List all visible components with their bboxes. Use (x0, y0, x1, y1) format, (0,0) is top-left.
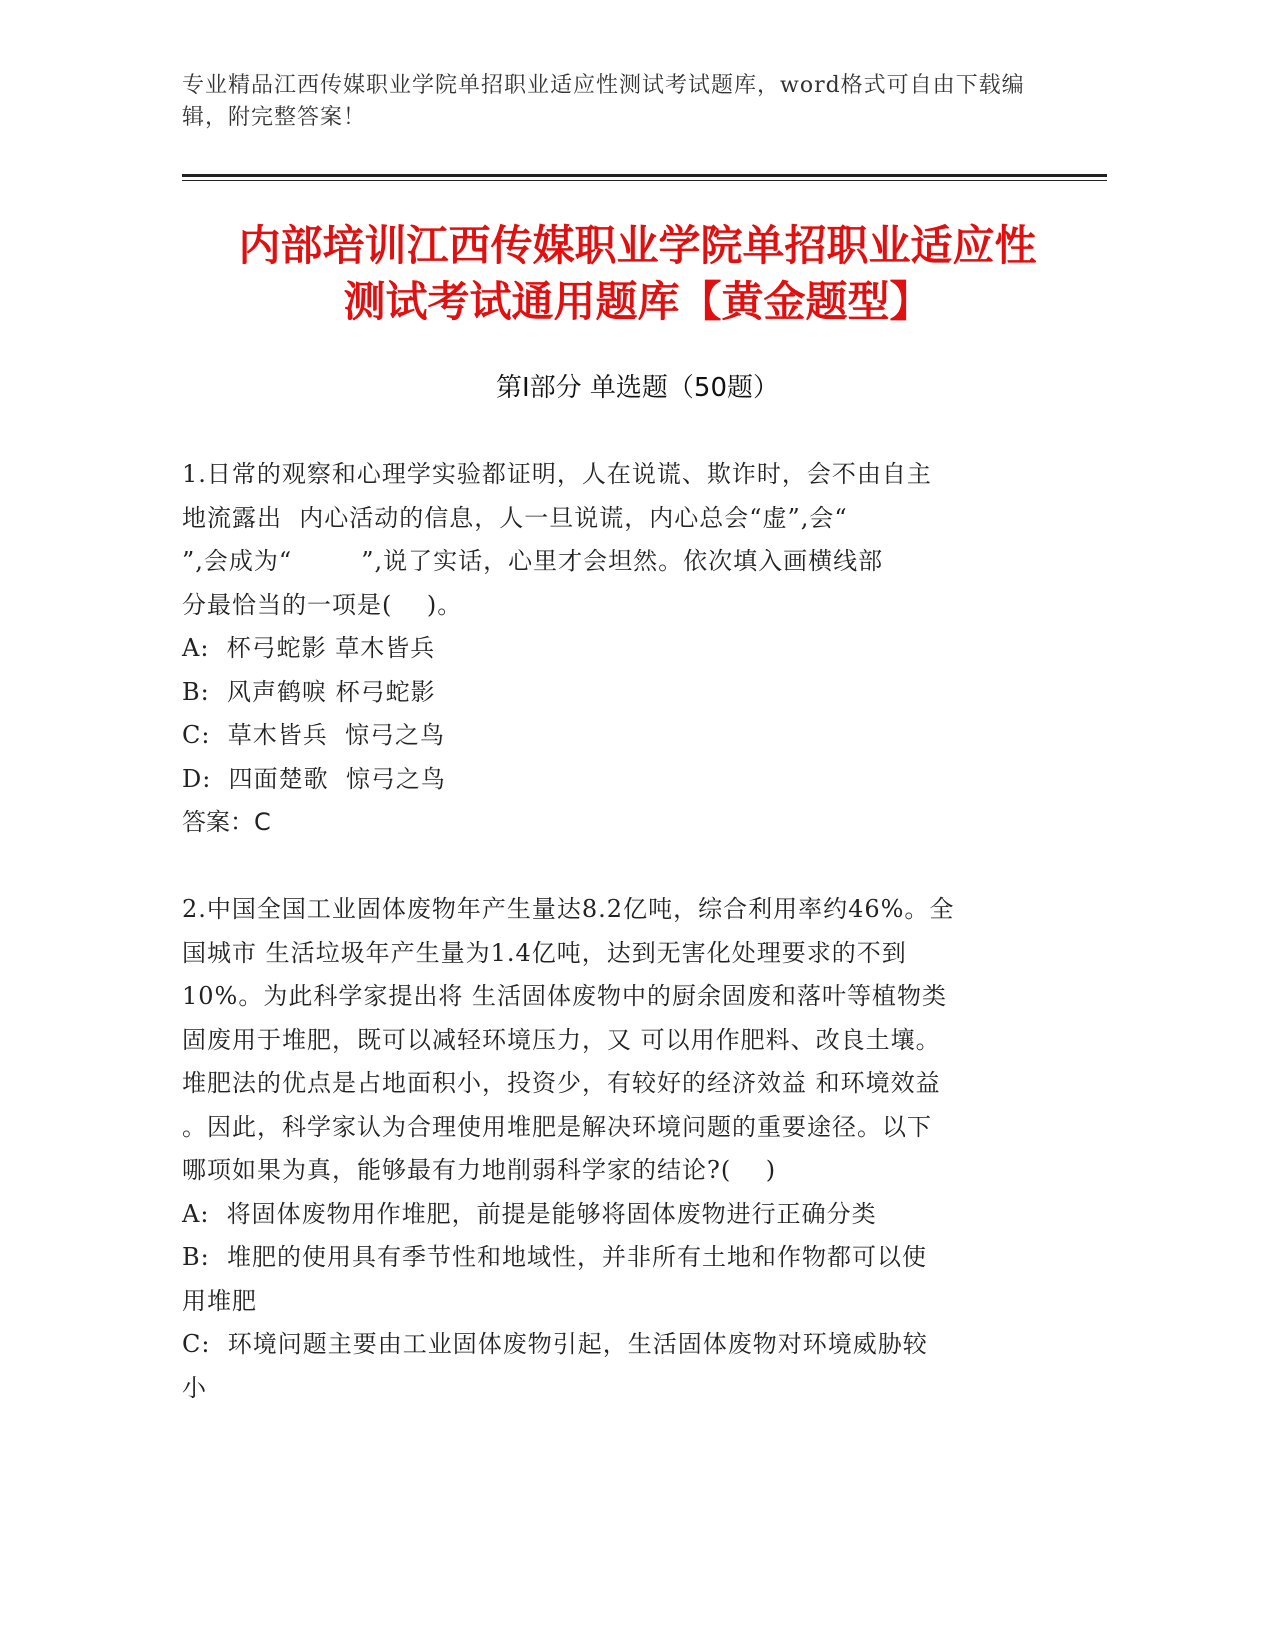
header-rule-thick (182, 174, 1107, 177)
question-2-stem-line-3: 10%。为此科学家提出将 生活固体废物中的厨余固废和落叶等植物类 (182, 982, 947, 1010)
question-1-option-a: A: 杯弓蛇影 草木皆兵 (182, 634, 436, 662)
question-1-option-c: C: 草木皆兵 惊弓之鸟 (182, 721, 445, 749)
question-1-option-b: B: 风声鹤唳 杯弓蛇影 (182, 677, 436, 706)
question-2-stem-line-4: 固废用于堆肥，既可以减轻环境压力，又 可以用作肥料、改良土壤。 (182, 1025, 941, 1054)
question-1-stem-line-1: 1.日常的观察和心理学实验都证明，人在说谎、欺诈时，会不由自主 (182, 460, 932, 488)
question-2-stem-line-1: 2.中国全国工业固体废物年产生量达8.2亿吨，综合利用率约46%。全 (182, 895, 955, 923)
question-2 (182, 888, 1042, 1410)
question-1-answer: 答案：C (182, 808, 271, 836)
question-2-option-a: A: 将固体废物用作堆肥，前提是能够将固体废物进行正确分类 (182, 1199, 877, 1228)
document-title-line-2: 测试考试通用题库【黄金题型】 (343, 277, 932, 326)
section-title: 第Ⅰ部分 单选题（50题） (495, 373, 780, 403)
document-title-line-1: 内部培训江西传媒职业学院单招职业适应性 (238, 221, 1037, 270)
question-2-stem-line-6: 。因此，科学家认为合理使用堆肥是解决环境问题的重要途径。以下 (182, 1112, 932, 1141)
question-2-stem-line-2: 国城市 生活垃圾年产生量为1.4亿吨，达到无害化处理要求的不到 (182, 938, 907, 967)
question-1-stem-line-4: 分最恰当的一项是( )。 (182, 590, 463, 619)
question-1-option-d: D: 四面楚歌 惊弓之鸟 (182, 764, 446, 793)
document-title (150, 218, 1125, 330)
question-1-stem-line-2: 地流露出 内心活动的信息，人一旦说谎，内心总会“虚”,会“ (182, 503, 848, 532)
question-2-stem-line-7: 哪项如果为真，能够最有力地削弱科学家的结论?( ) (182, 1156, 777, 1184)
question-1-stem-line-3: ”,会成为“ ”,说了实话，心里才会坦然。依次填入画横线部 (182, 547, 884, 575)
question-2-stem-line-5: 堆肥法的优点是占地面积小，投资少，有较好的经济效益 和环境效益 (182, 1069, 941, 1097)
question-2-option-c: C: 环境问题主要由工业固体废物引起，生活固体废物对环境威胁较 (182, 1330, 928, 1358)
question-1 (182, 453, 1042, 845)
question-2-option-c-continued: 小 (182, 1373, 207, 1402)
question-2-option-b: B: 堆肥的使用具有季节性和地域性，并非所有土地和作物都可以使 (182, 1243, 927, 1271)
header-rule-thin (182, 180, 1107, 181)
header-note: 专业精品江西传媒职业学院单招职业适应性测试考试题库，word格式可自由下载编辑，附完整答案！ (182, 73, 1025, 130)
question-2-option-b-continued: 用堆肥 (182, 1286, 257, 1315)
